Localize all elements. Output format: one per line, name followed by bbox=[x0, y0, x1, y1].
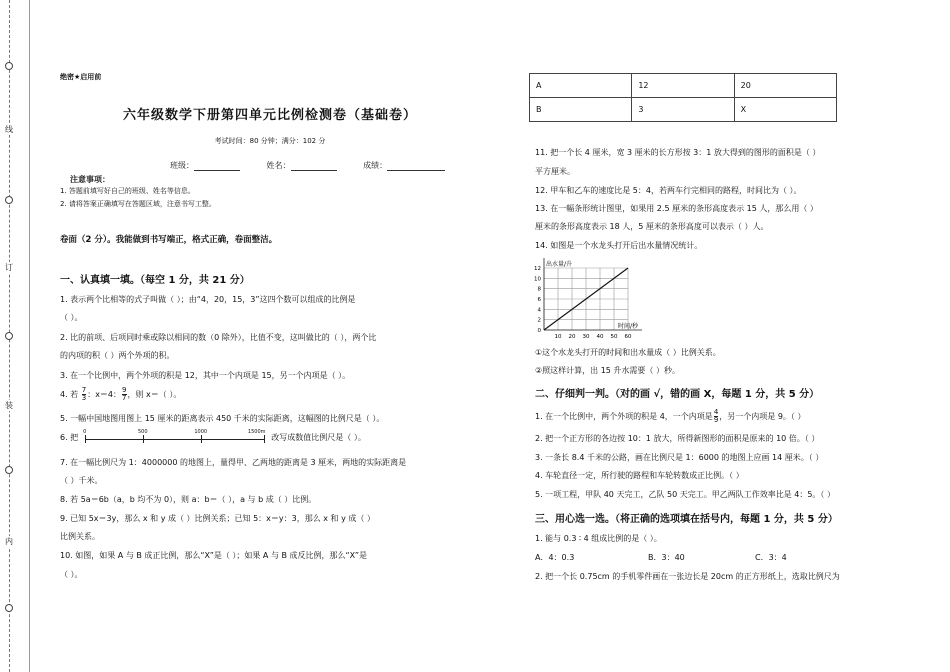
question-11-cont: 平方厘米。 bbox=[535, 167, 575, 176]
judge-4: 4. 车轮直径一定，所行驶的路程和车轮转数成正比例。（ ） bbox=[535, 471, 744, 480]
section1-title: 一、认真填一填。（每空 1 分，共 21 分） bbox=[60, 275, 250, 286]
q4-mid: ：x＝4： bbox=[87, 390, 122, 399]
question-13: 13. 在一幅条形统计图里，如果用 2.5 厘米的条形高度表示 15 人，那么用（ ） bbox=[535, 204, 818, 213]
class-label: 班级： bbox=[170, 161, 194, 170]
question-2: 2. 比的前项、后项同时乘或除以相同的数（0 除外），比值不变，这叫做比的（ ），两个比 bbox=[60, 333, 377, 342]
x-axis-label: 时间/秒 bbox=[618, 323, 639, 330]
table-cell: B bbox=[530, 98, 632, 122]
table-cell: 12 bbox=[632, 74, 734, 98]
section3-title: 三、用心选一选。（将正确的选项填在括号内，每题 1 分，共 5 分） bbox=[535, 514, 838, 525]
fraction bbox=[122, 387, 126, 402]
line-scale-ruler bbox=[83, 428, 266, 443]
ab-table bbox=[529, 73, 837, 122]
question-9-cont: 比例关系。 bbox=[60, 532, 100, 541]
x-tick-label: 30 bbox=[582, 334, 590, 340]
q4-suffix: ，则 x＝（ ）。 bbox=[127, 390, 182, 399]
fraction bbox=[82, 387, 86, 402]
y-tick-label: 10 bbox=[534, 276, 541, 283]
secret-mark: 绝密★启用前 bbox=[60, 73, 102, 81]
numerator: 9 bbox=[122, 386, 127, 394]
q4-prefix: 4. 若 bbox=[60, 390, 79, 399]
binding-label: 装 bbox=[5, 401, 13, 410]
choice-1: 1. 能与 0.3 ∶ 4 组成比例的是（ ）。 bbox=[535, 534, 662, 543]
section2-title: 二、仔细判一判。（对的画 √，错的画 X，每题 1 分，共 5 分） bbox=[535, 389, 820, 400]
question-10-cont: （ ）。 bbox=[60, 570, 83, 579]
binding-hole-icon bbox=[5, 466, 13, 474]
question-3: 3. 在一个比例中，两个外项的积是 12，其中一个内项是 15，另一个内项是（ ）。 bbox=[60, 371, 351, 380]
class-field[interactable] bbox=[194, 161, 240, 171]
question-10: 10. 如图，如果 A 与 B 成正比例，那么“X”是（ ）；如果 A 与 B 成反比例，那么“X”是 bbox=[60, 551, 367, 560]
question-14-1: ①这个水龙头打开的时间和出水量成（ ）比例关系。 bbox=[535, 348, 721, 357]
q6-suffix: 改写成数值比例尺是（ ）。 bbox=[271, 433, 366, 442]
question-14: 14. 如图是一个水龙头打开后出水量情况统计。 bbox=[535, 241, 703, 250]
binding-hole-icon bbox=[5, 332, 13, 340]
question-14-2: ②照这样计算，出 15 升水需要（ ）秒。 bbox=[535, 366, 680, 375]
numerator: 7 bbox=[81, 386, 87, 394]
exam-info: 考试时间：80 分钟；满分：102 分 bbox=[214, 137, 326, 145]
y-tick-label: 4 bbox=[537, 307, 541, 314]
choice-1-option-a: A．4：0.3 bbox=[535, 553, 575, 562]
question-1-cont: （ ）。 bbox=[60, 313, 83, 322]
denominator: 9 bbox=[713, 416, 719, 424]
table-cell: X bbox=[734, 98, 836, 122]
question-5: 5. 一幅中国地图用图上 15 厘米的距离表示 450 千米的实际距离，这幅图的比例尺是（ ）。 bbox=[60, 414, 385, 423]
question-7: 7. 在一幅比例尺为 1：4000000 的地图上，量得甲、乙两地的距离是 3 厘米，两地的实际距离是 bbox=[60, 458, 407, 467]
page-title: 六年级数学下册第四单元比例检测卷（基础卷） bbox=[122, 108, 417, 123]
y-tick-label: 6 bbox=[537, 297, 541, 303]
table-cell: 3 bbox=[632, 98, 734, 122]
y-tick-label: 0 bbox=[537, 328, 541, 334]
ruler-label: 500 bbox=[137, 428, 148, 435]
score-field[interactable] bbox=[387, 161, 445, 171]
student-info-row bbox=[170, 160, 445, 171]
question-6 bbox=[60, 428, 366, 443]
x-tick-label: 60 bbox=[624, 334, 632, 340]
name-label: 姓名： bbox=[266, 161, 291, 170]
x-tick-label: 10 bbox=[554, 334, 562, 340]
choice-2: 2. 把一个长 0.75cm 的手机零件画在一张边长是 20cm 的正方形纸上，选取比例尺为 bbox=[535, 572, 840, 581]
ruler-label: 1500m bbox=[247, 428, 266, 435]
judge-5: 5. 一项工程，甲队 40 天完工，乙队 50 天完工。甲乙两队工作效率比是 4：5。（ ） bbox=[535, 490, 835, 499]
table-row bbox=[530, 74, 837, 98]
notes-title: 注意事项： bbox=[70, 175, 110, 184]
ruler-label: 0 bbox=[83, 428, 87, 435]
question-4 bbox=[60, 387, 181, 402]
denominator: 3 bbox=[81, 394, 87, 402]
table-cell: 20 bbox=[734, 74, 836, 98]
question-9: 9. 已知 5x＝3y，那么 x 和 y 成（ ）比例关系；已知 5：x＝y：3，那么 x 和 y 成（ ） bbox=[60, 514, 375, 523]
binding-line bbox=[29, 0, 30, 672]
question-12: 12. 甲车和乙车的速度比是 5：4，若两车行完相同的路程，时间比为（ ）。 bbox=[535, 186, 802, 195]
judge-2: 2. 把一个正方形的各边按 10：1 放大，所得新图形的面积是原来的 10 倍。（ ） bbox=[535, 434, 820, 443]
binding-hole-icon bbox=[5, 62, 13, 70]
question-1: 1. 表示两个比相等的式子叫做（ ）；由“4，20，15，3”这四个数可以组成的比例是 bbox=[60, 295, 356, 304]
numerator: 4 bbox=[713, 408, 719, 416]
binding-label: 订 bbox=[5, 263, 13, 272]
choice-1-option-c: C．3：4 bbox=[755, 553, 787, 562]
x-tick-label: 50 bbox=[610, 334, 618, 340]
binding-hole-icon bbox=[5, 604, 13, 612]
judge-1 bbox=[535, 409, 805, 424]
question-2-cont: 的内项的积（ ）两个外项的积。 bbox=[60, 351, 175, 360]
name-field[interactable] bbox=[291, 161, 337, 171]
neatness-line: 卷面（2 分）。我能做到书写端正，格式正确，卷面整洁。 bbox=[60, 235, 278, 245]
y-tick-label: 2 bbox=[537, 317, 541, 324]
binding-label: 线 bbox=[5, 125, 13, 134]
question-7-cont: （ ）千米。 bbox=[60, 476, 103, 485]
binding-margin bbox=[0, 0, 46, 672]
judge-3: 3. 一条长 8.4 千米的公路，画在比例尺是 1：6000 的地图上应画 14 厘米。（ ） bbox=[535, 453, 824, 462]
note-item: 2. 请将答案正确填写在答题区域，注意书写工整。 bbox=[60, 200, 216, 208]
question-13-cont: 厘米的条形高度表示 18 人，5 厘米的条形高度可以表示（ ）人。 bbox=[535, 222, 769, 231]
table-row bbox=[530, 98, 837, 122]
question-11: 11. 把一个长 4 厘米，宽 3 厘米的长方形按 3：1 放大得到的图形的面积是（ ） bbox=[535, 148, 821, 157]
table-cell: A bbox=[530, 74, 632, 98]
x-tick-label: 20 bbox=[568, 334, 576, 340]
question-8: 8. 若 5a＝6b（a，b 均不为 0），则 a：b＝（ ），a 与 b 成（ ）比例。 bbox=[60, 495, 317, 504]
denominator: 7 bbox=[122, 394, 127, 402]
ruler-label: 1000 bbox=[194, 428, 208, 435]
fraction bbox=[714, 409, 718, 424]
binding-hole-icon bbox=[5, 196, 13, 204]
binding-label: 内 bbox=[5, 537, 13, 546]
y-axis-label: 出水量/升 bbox=[546, 261, 573, 268]
choice-1-option-b: B．3：40 bbox=[648, 553, 685, 562]
x-tick-label: 40 bbox=[596, 334, 604, 340]
score-label: 成绩： bbox=[363, 161, 388, 170]
note-item: 1. 答题前填写好自己的班级、姓名等信息。 bbox=[60, 187, 195, 195]
j1-prefix: 1. 在一个比例中，两个外项的积是 4，一个内项是 bbox=[535, 412, 713, 421]
q6-prefix: 6. 把 bbox=[60, 433, 79, 442]
j1-suffix: ，另一个内项是 9。（ ） bbox=[719, 412, 806, 421]
y-tick-label: 12 bbox=[534, 266, 541, 272]
y-tick-label: 8 bbox=[537, 286, 541, 293]
water-flow-chart bbox=[530, 254, 650, 344]
